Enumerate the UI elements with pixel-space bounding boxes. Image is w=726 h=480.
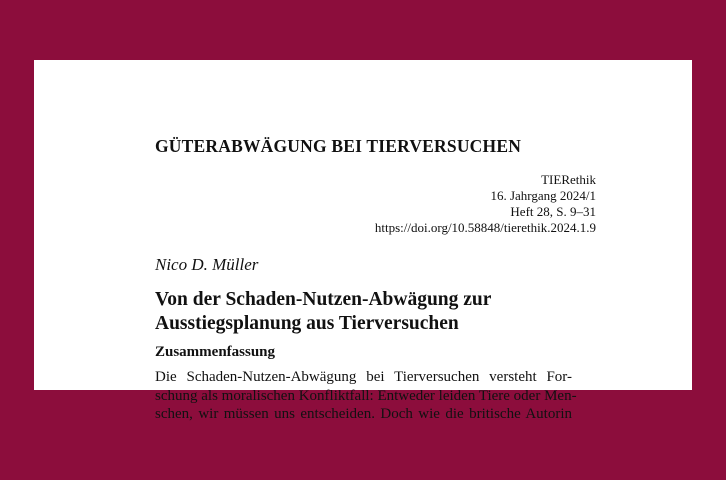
abstract-line: schung als moralischen Konfliktfall: Entweder leiden Tiere oder Men- <box>155 387 577 404</box>
section-title: GÜTERABWÄGUNG BEI TIERVERSUCHEN <box>155 136 522 156</box>
abstract-line: schen, wir müssen uns entscheiden. Doch wie die britische Autorin <box>155 406 572 422</box>
author-name: Nico D. Müller <box>155 255 259 274</box>
journal-doi: https://doi.org/10.58848/tierethik.2024.1.9 <box>374 220 596 235</box>
journal-volume: 16. Jahrgang 2024/1 <box>490 188 596 203</box>
document-page <box>34 60 692 422</box>
abstract-line: Die Schaden-Nutzen-Abwägung bei Tierversuchen versteht For- <box>155 369 572 385</box>
journal-issue: Heft 28, S. 9–31 <box>510 204 596 219</box>
article-title-line: Ausstiegsplanung aus Tierversuchen <box>155 313 459 334</box>
journal-info <box>375 172 596 236</box>
journal-name: TIERethik <box>541 172 596 187</box>
abstract-heading: Zusammenfassung <box>155 344 276 360</box>
article-title <box>155 288 595 336</box>
article-title-line: Von der Schaden-Nutzen-Abwägung zur <box>155 289 492 310</box>
abstract-body <box>155 368 577 424</box>
